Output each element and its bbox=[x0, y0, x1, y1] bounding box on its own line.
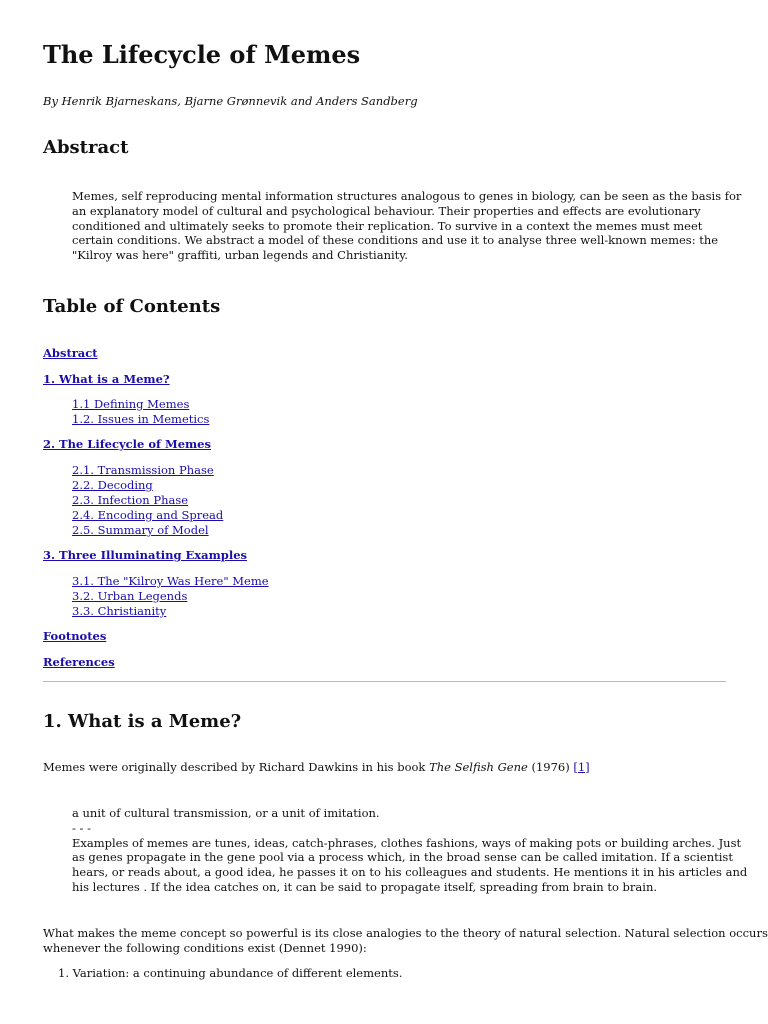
toc-link-christianity[interactable]: 3.3. Christianity bbox=[72, 604, 167, 618]
toc-link-lifecycle-of-memes[interactable]: 2. The Lifecycle of Memes bbox=[43, 437, 211, 451]
toc-link-what-is-a-meme[interactable]: 1. What is a Meme? bbox=[43, 372, 170, 386]
toc-link-summary-of-model[interactable]: 2.5. Summary of Model bbox=[72, 523, 209, 537]
toc-link-urban-legends[interactable]: 3.2. Urban Legends bbox=[72, 589, 188, 603]
abstract-line: conditioned and ultimately seeks to promote their replication. To survive in a context the memes must meet bbox=[72, 218, 703, 233]
paragraph-line: What makes the meme concept so powerful is its close analogies to the theory of natural selection. Natural selection occurs bbox=[43, 926, 768, 940]
dawkins-quote bbox=[72, 806, 747, 895]
toc-link-references[interactable]: References bbox=[43, 655, 115, 669]
intro-year: (1976) bbox=[527, 760, 574, 774]
toc-link-transmission-phase[interactable]: 2.1. Transmission Phase bbox=[72, 463, 214, 477]
abstract-line: Memes, self reproducing mental information structures analogous to genes in biology, can be seen as the basis for bbox=[72, 189, 742, 203]
intro-line bbox=[43, 760, 590, 775]
paragraph-line: whenever the following conditions exist (Dennet 1990): bbox=[43, 940, 367, 955]
abstract-line: "Kilroy was here" graffiti, urban legends and Christianity. bbox=[72, 248, 408, 263]
list-item: 1. Variation: a continuing abundance of different elements. bbox=[58, 966, 403, 980]
quote-separator: - - - bbox=[72, 820, 91, 835]
abstract-text bbox=[72, 189, 741, 263]
book-title: The Selfish Gene bbox=[429, 760, 528, 774]
toc-link-kilroy-meme[interactable]: 3.1. The "Kilroy Was Here" Meme bbox=[72, 574, 269, 588]
toc-link-defining-memes[interactable]: 1.1 Defining Memes bbox=[72, 397, 190, 411]
section-heading-what-is-a-meme: 1. What is a Meme? bbox=[43, 711, 242, 732]
quote-line: hears, or reads about, a good idea, he passes it on to his colleagues and students. He mentions it in his articles and bbox=[72, 865, 748, 880]
section1-intro bbox=[43, 760, 590, 775]
toc-link-infection-phase[interactable]: 2.3. Infection Phase bbox=[72, 493, 189, 507]
quote-line: his lectures . If the idea catches on, it can be said to propagate itself, spreading from brain to brain. bbox=[72, 879, 658, 894]
toc-link-decoding[interactable]: 2.2. Decoding bbox=[72, 478, 153, 492]
abstract-line: certain conditions. We abstract a model of these conditions and use it to analyse three well-known memes: the bbox=[72, 233, 719, 248]
byline: By Henrik Bjarneskans, Bjarne Grønnevik and Anders Sandberg bbox=[43, 94, 418, 108]
footnote-link-1[interactable]: [1] bbox=[573, 760, 590, 774]
intro-text: Memes were originally described by Richard Dawkins in his book bbox=[43, 760, 430, 774]
natural-selection-paragraph bbox=[43, 926, 768, 956]
quote-line: as genes propagate in the gene pool via a process which, in the broad sense can be called imitation. If a scientist bbox=[72, 850, 733, 865]
toc-link-footnotes[interactable]: Footnotes bbox=[43, 629, 107, 643]
quote-line: a unit of cultural transmission, or a unit of imitation. bbox=[72, 806, 380, 820]
horizontal-divider bbox=[43, 681, 726, 682]
toc-link-encoding-and-spread[interactable]: 2.4. Encoding and Spread bbox=[72, 508, 224, 522]
abstract-heading: Abstract bbox=[43, 137, 129, 158]
toc-link-illuminating-examples[interactable]: 3. Three Illuminating Examples bbox=[43, 548, 247, 562]
quote-line: Examples of memes are tunes, ideas, catch-phrases, clothes fashions, ways of making pots or building arches. Just bbox=[72, 835, 742, 850]
toc-link-abstract[interactable]: Abstract bbox=[43, 346, 98, 360]
toc-link-issues-in-memetics[interactable]: 1.2. Issues in Memetics bbox=[72, 412, 210, 426]
abstract-line: an explanatory model of cultural and psychological behaviour. Their properties and effects are evolutionary bbox=[72, 203, 701, 218]
page-title: The Lifecycle of Memes bbox=[43, 40, 361, 69]
toc-heading: Table of Contents bbox=[43, 296, 221, 317]
